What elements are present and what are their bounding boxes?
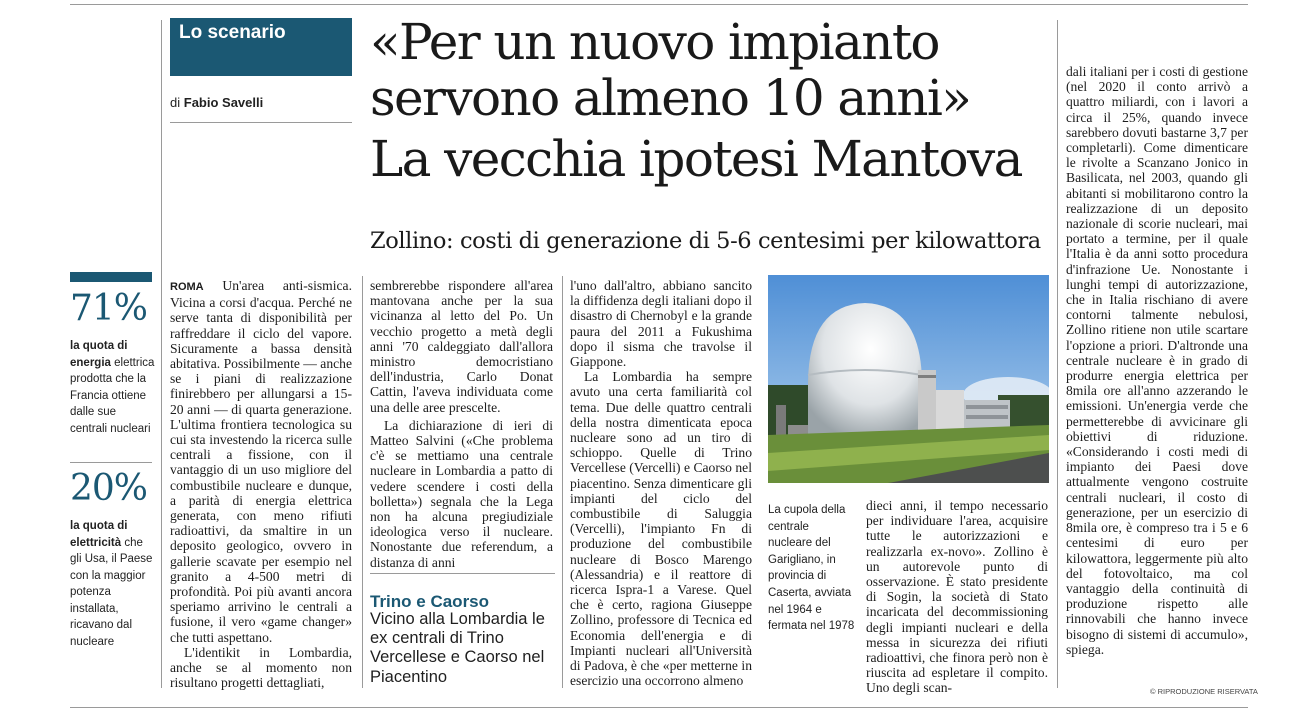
deck: Zollino: costi di generazione di 5-6 centesimi per kilowattora bbox=[370, 228, 1041, 254]
photo-caption: La cupola della centrale nucleare del Garigliano, in provincia di Caserta, avviata nel 1964 e fermata nel 1978 bbox=[768, 504, 855, 633]
article-column-1 bbox=[170, 278, 352, 690]
byline-prefix: di bbox=[170, 95, 181, 110]
byline-rule bbox=[170, 122, 352, 123]
headline bbox=[370, 14, 1060, 187]
article-column-5 bbox=[1066, 64, 1248, 657]
article-column-3 bbox=[570, 278, 752, 688]
kicker-label: Lo scenario bbox=[179, 22, 286, 43]
stat-description bbox=[70, 518, 156, 650]
column-rule bbox=[562, 276, 563, 688]
top-rule bbox=[70, 4, 1248, 5]
section-kicker bbox=[170, 18, 352, 76]
paragraph-text: Un'area anti-sismica. Vicina a corsi d'acqua. Perché ne serve tanta di disponibilità per raffreddare il ciclo del vapore. Sicuramente a bassa densità abitativa. Possibilmente — anche se i piani di realizzazione finirebbero per allungarsi a 15-20 anni — di quarta generazione. L'ultima frontiera tecnologica su cui sta investendo la ricerca sulle centrali a fissione, con il vantaggio di un uso migliore del combustibile nucleare e dunque, a parità di energia elettrica generata, con meno rifiuti radioattivi, da smaltire in un deposito geologico, ovvero in gallerie scavate per esempio nel granito a 4-500 metri di profondità. Poi più avanti ancora speriamo arrivino le centrali a fusione, il vero «game changer» che tutti aspettano. bbox=[170, 278, 352, 645]
dateline: ROMA bbox=[170, 281, 204, 293]
copyright-notice: © RIPRODUZIONE RISERVATA bbox=[1150, 687, 1258, 696]
column-rule bbox=[362, 276, 363, 688]
paragraph: dali italiani per i costi di gestione (nel 2020 il conto arrivò a quattro miliardi, con i lavori a circa il 25%, quando invece sarebbero dovuti bastarne 3,7 per completarli). Come dimenticare le rivolte a Scanzano Jonico in Basilicata, nel 2003, quando gli abitanti si mobilitarono contro la realizzazione di un deposito nazionale di scorie nucleari, mai portato a termine, per il quale l'Italia è da anni sotto procedura d'infrazione Ue. Nonostante i lunghi tempi di autorizzazione, che in Italia rischiano di avere contorni talmente nebulosi, Zollino ritiene non utile scartare l'opzione a priori. D'altronde una centrale nucleare è in grado di produrre energia elettrica per 8mila ore all'anno azzerando le emissioni. Un'energia verde che permetterebbe di avvicinare gli obiettivi di riduzione. «Considerando i costi medi di impianto dei Paesi dove attualmente vengono costruite centrali nucleari, il costo di generazione, per un esercizio di 8mila ore, è compreso tra i 5 e 6 centesimi di euro per kilowattora, leggermente più alto del fotovoltaico, ma col vantaggio della continuità di produzione rispetto alle rinnovabili che hanno invece bisogno di sistemi di accumulo», spiega. bbox=[1066, 64, 1248, 657]
headline-line: La vecchia ipotesi Mantova bbox=[370, 130, 1022, 188]
stat-description bbox=[70, 338, 156, 437]
byline bbox=[170, 95, 263, 110]
paragraph: La Lombardia ha sempre avuto una certa familiarità col tema. Due delle quattro centrali della nostra dimenticata epoca nucleare sono ad un tiro di schioppo. Quelle di Trino Vercellese (Vercelli) e Caorso nel piacentino. Senza dimenticare gli impianti del ciclo del combustibile di Saluggia (Vercelli), l'impianto Fn di produzione del combustibile nucleare di Bosco Marengo (Alessandria) e il reattore di ricerca Ispra-1 a Varese. Quel che è certo, ragiona Giuseppe Zollino, professore di Tecnica ed Economia dell'energia e di Impianti nucleari all'Università di Padova, è che «per metterne in esercizio una occorrono almeno bbox=[570, 369, 752, 689]
paragraph bbox=[170, 278, 352, 645]
stat-lead: la quota di elettricità bbox=[70, 520, 128, 549]
stat-rest: elettrica prodotta che la Francia ottiene dalle sue centrali nucleari bbox=[70, 356, 155, 435]
box-text: Vicino alla Lombardia le ex centrali di Trino Vercellese e Caorso nel Piacentino bbox=[370, 610, 545, 686]
stat-value: 20% bbox=[70, 468, 148, 509]
box-title: Trino e Caorso bbox=[370, 592, 490, 611]
paragraph: dieci anni, il tempo necessario per individuare l'area, acquisire tutte le autorizzazioni e realizzarla ex-novo». Zollino è un autorevole punto di osservazione. È stato presidente di Sogin, la società di Stato incaricata del decommissioning degli impianti nucleari e della messa in sicurezza dei rifiuti radioattivi, che finora però non è riuscita ad espletare il compito. Uno degli scan- bbox=[866, 498, 1048, 696]
stat-value: 71% bbox=[70, 288, 148, 329]
headline-line: servono almeno 10 anni» bbox=[370, 69, 971, 127]
paragraph: L'identikit in Lombardia, anche se al momento non risultano progetti dettagliati, bbox=[170, 644, 352, 691]
headline-line: «Per un nuovo impianto bbox=[370, 13, 939, 71]
article-column-2 bbox=[370, 278, 553, 570]
paragraph: sembrerebbe rispondere all'area mantovana anche per la sua vicinanza al letto del Po. Un vecchio progetto a metà degli anni '70 caldeggiato dall'allora ministro democristiano dell'industria, Carlo Donat Cattin, l'aveva individuata come una delle aree prescelte. bbox=[370, 278, 553, 415]
stat-rest: che gli Usa, il Paese con la maggior potenza installata, ricavano dal nucleare bbox=[70, 536, 153, 648]
stat-rule bbox=[70, 462, 152, 463]
column-rule bbox=[161, 20, 162, 688]
article-column-4 bbox=[866, 498, 1048, 696]
box-rule bbox=[370, 573, 555, 574]
bottom-rule bbox=[70, 707, 1248, 708]
paragraph: l'uno dall'altro, abbiano sancito la diffidenza degli italiani dopo il disastro di Chernobyl e la grande paura del 2011 a Fukushima dopo il sisma che travolse il Giappone. bbox=[570, 278, 752, 370]
stat-lead: la quota di energia bbox=[70, 340, 128, 369]
stat-bar bbox=[70, 272, 152, 282]
nuclear-plant-photo bbox=[768, 275, 1049, 483]
paragraph: La dichiarazione di ieri di Matteo Salvini («Che problema c'è se mettiamo una centrale nucleare in Lombardia a patto di vedere scendere i costi della bolletta») segnala che la Lega non ha alcuna pregiudiziale ideologica verso il nucleare. Nonostante due referendum, a distanza di anni bbox=[370, 417, 553, 570]
byline-author: Fabio Savelli bbox=[183, 95, 264, 110]
